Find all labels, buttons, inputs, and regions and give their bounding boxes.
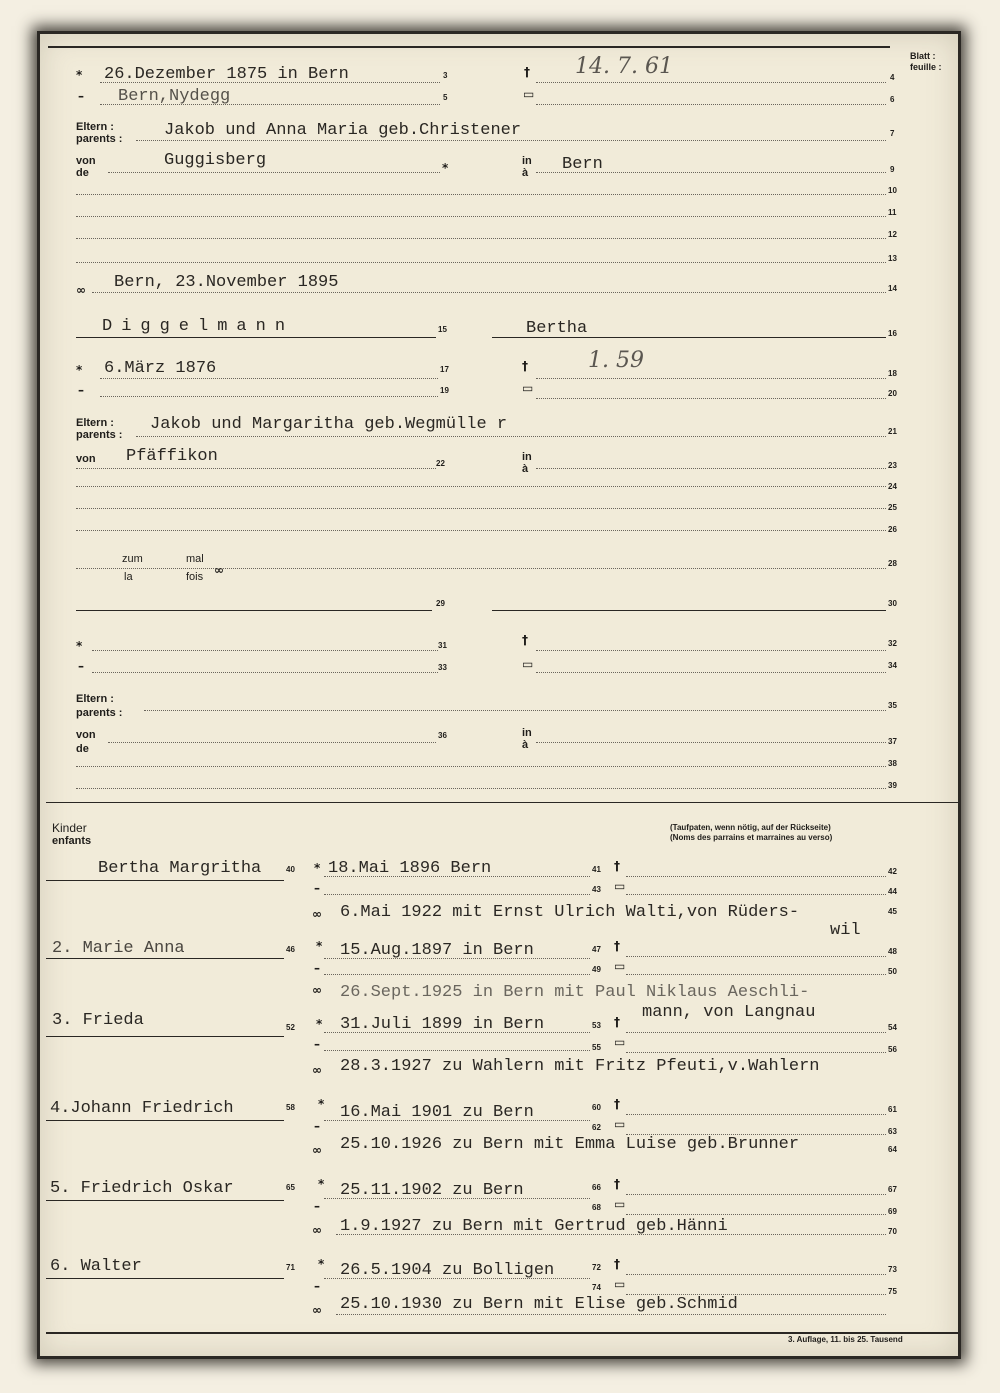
line-number: 36 <box>438 731 447 740</box>
child-1-name: Bertha Margritha <box>98 859 262 878</box>
dotline <box>324 876 590 877</box>
dotline <box>144 710 886 711</box>
line-number: 63 <box>888 1127 897 1136</box>
godparents-note-de: (Taufpaten, wenn nötig, auf der Rückseite) <box>670 823 831 832</box>
child-4-birth: 16.Mai 1901 zu Bern <box>340 1103 534 1122</box>
line-number: 28 <box>888 559 897 568</box>
dotline <box>336 1314 886 1315</box>
line-number: 69 <box>888 1207 897 1216</box>
in-label-de: in <box>522 155 532 167</box>
child-3-marriage: 28.3.1927 zu Wahlern mit Fritz Pfeuti,v.Wahlern <box>340 1057 820 1076</box>
birth-symbol: * <box>76 363 83 377</box>
line-number: 66 <box>592 1183 601 1192</box>
line-number: 72 <box>592 1263 601 1272</box>
child-5-name: 5. Friedrich Oskar <box>50 1179 234 1198</box>
line-number: 31 <box>438 641 447 650</box>
line-number: 10 <box>888 186 897 195</box>
parents-label-fr: parents : <box>76 429 123 441</box>
dash-symbol: – <box>78 659 84 673</box>
dotline <box>76 486 886 487</box>
from-label-de: von <box>76 729 96 741</box>
line-number: 37 <box>888 737 897 746</box>
in-label-fr: à <box>522 463 529 475</box>
line-number: 20 <box>888 389 897 398</box>
line-number: 19 <box>440 386 449 395</box>
line-number: 47 <box>592 945 601 954</box>
from-label-de: von <box>76 453 96 465</box>
line-number: 54 <box>888 1023 897 1032</box>
death-symbol: † <box>614 939 620 953</box>
line-number: 35 <box>888 701 897 710</box>
dotline <box>136 436 886 437</box>
dotline <box>76 530 886 531</box>
burial-symbol: ▭ <box>614 959 626 973</box>
dash-symbol: – <box>314 881 320 895</box>
husband-residence: Bern <box>562 155 603 174</box>
dotline <box>626 1114 886 1115</box>
dotline <box>108 742 436 743</box>
birth-symbol: * <box>318 1257 325 1271</box>
death-symbol: † <box>522 633 528 647</box>
solid-line <box>46 1036 284 1037</box>
wife-firstname: Bertha <box>526 319 588 338</box>
birth-symbol: * <box>314 861 321 875</box>
husband-place: Bern,Nydegg <box>118 87 231 106</box>
edition-note: 3. Auflage, 11. bis 25. Tausend <box>788 1335 903 1344</box>
dotline <box>626 1214 886 1215</box>
dotline <box>76 766 886 767</box>
in-label-de: in <box>522 727 532 739</box>
line-number: 4 <box>890 73 895 82</box>
death-symbol: † <box>614 1015 620 1029</box>
line-number: 55 <box>592 1043 601 1052</box>
marriage-symbol: ∞ <box>312 1223 322 1237</box>
child-2-marriage: 26.Sept.1925 in Bern mit Paul Niklaus Aeschli- <box>340 983 810 1002</box>
line-number: 11 <box>888 208 897 217</box>
husband-origin: Guggisberg <box>164 151 267 170</box>
line-number: 74 <box>592 1283 601 1292</box>
feuille-label: feuille : <box>910 62 942 72</box>
dotline <box>136 140 886 141</box>
dotline <box>536 104 886 105</box>
dotline <box>536 172 886 173</box>
parents-label-fr: parents : <box>76 707 123 719</box>
line-number: 58 <box>286 1103 295 1112</box>
line-number: 3 <box>443 71 448 80</box>
solid-line <box>76 337 436 338</box>
dotline <box>626 894 886 895</box>
dotline <box>324 1278 590 1279</box>
dotline <box>536 742 886 743</box>
birth-symbol: * <box>76 639 83 653</box>
line-number: 60 <box>592 1103 601 1112</box>
line-number: 62 <box>592 1123 601 1132</box>
child-4-marriage: 25.10.1926 zu Bern mit Emma Luise geb.Brunner <box>340 1135 800 1154</box>
line-number: 65 <box>286 1183 295 1192</box>
dotline <box>536 650 886 651</box>
solid-line <box>46 880 284 881</box>
line-number: 17 <box>440 365 449 374</box>
dotline <box>100 82 440 83</box>
solid-line <box>492 610 886 611</box>
dash-symbol: – <box>78 89 84 103</box>
dash-symbol: – <box>78 383 84 397</box>
children-divider <box>46 802 958 803</box>
line-number: 26 <box>888 525 897 534</box>
dash-symbol: – <box>314 961 320 975</box>
line-number: 29 <box>436 599 445 608</box>
death-symbol: † <box>614 1097 620 1111</box>
dotline <box>76 468 436 469</box>
in-label-de: in <box>522 451 532 463</box>
child-1-marriage: 6.Mai 1922 mit Ernst Ulrich Walti,von Rüders- <box>340 903 800 922</box>
dotline <box>626 956 886 957</box>
dash-symbol: – <box>314 1199 320 1213</box>
dotline <box>92 650 438 651</box>
line-number: 30 <box>888 599 897 608</box>
dotline <box>100 104 440 105</box>
dotline <box>76 508 886 509</box>
line-number: 75 <box>888 1287 897 1296</box>
parents-label-de: Eltern : <box>76 417 114 429</box>
parents-label-de: Eltern : <box>76 693 114 705</box>
line-number: 45 <box>888 907 897 916</box>
children-label-fr: enfants <box>52 835 92 847</box>
child-4-name: 4.Johann Friedrich <box>50 1099 234 1118</box>
child-5-marriage: 1.9.1927 zu Bern mit Gertrud geb.Hänni <box>340 1217 728 1236</box>
top-rule <box>48 46 890 48</box>
dotline <box>100 396 438 397</box>
birth-symbol: * <box>316 1017 323 1031</box>
line-number: 61 <box>888 1105 897 1114</box>
dotline <box>92 292 886 293</box>
dotline <box>324 1032 590 1033</box>
line-number: 24 <box>888 482 897 491</box>
solid-line <box>46 958 284 959</box>
wife-surname: Diggelmann <box>102 317 295 336</box>
dash-symbol: – <box>314 1119 320 1133</box>
child-6-birth: 26.5.1904 zu Bolligen <box>340 1261 555 1280</box>
line-number: 56 <box>888 1045 897 1054</box>
burial-symbol: ▭ <box>614 1277 626 1291</box>
line-number: 64 <box>888 1145 897 1154</box>
line-number: 46 <box>286 945 295 954</box>
line-number: 7 <box>890 129 895 138</box>
line-number: 32 <box>888 639 897 648</box>
parents-label-de: Eltern : <box>76 121 114 133</box>
dotline <box>536 468 886 469</box>
line-number: 68 <box>592 1203 601 1212</box>
from-label-de: von <box>76 155 96 167</box>
line-number: 34 <box>888 661 897 670</box>
dotline <box>536 672 886 673</box>
zum-label: zum <box>122 553 143 565</box>
dotline <box>76 262 886 263</box>
marriage-symbol: ∞ <box>312 983 322 997</box>
godparents-note-fr: (Noms des parrains et marraines au verso) <box>670 833 833 842</box>
burial-symbol: ▭ <box>523 87 535 101</box>
line-number: 15 <box>438 325 447 334</box>
dotline <box>76 788 886 789</box>
line-number: 22 <box>436 459 445 468</box>
line-number: 49 <box>592 965 601 974</box>
child-6-name: 6. Walter <box>50 1257 142 1276</box>
dotline <box>626 1032 886 1033</box>
line-number: 33 <box>438 663 447 672</box>
dotline <box>324 1120 590 1121</box>
line-number: 67 <box>888 1185 897 1194</box>
la-label: la <box>124 571 133 583</box>
line-number: 13 <box>888 254 897 263</box>
dotline <box>626 1052 886 1053</box>
child-5-birth: 25.11.1902 zu Bern <box>340 1181 524 1200</box>
birth-symbol: * <box>442 161 449 175</box>
line-number: 53 <box>592 1021 601 1030</box>
dotline <box>626 876 886 877</box>
line-number: 50 <box>888 967 897 976</box>
dash-symbol: – <box>314 1279 320 1293</box>
child-1-marriage-cont: wil <box>830 921 861 940</box>
line-number: 44 <box>888 887 897 896</box>
child-6-marriage: 25.10.1930 zu Bern mit Elise geb.Schmid <box>340 1295 738 1314</box>
dotline <box>536 398 886 399</box>
line-number: 23 <box>888 461 897 470</box>
line-number: 18 <box>888 369 897 378</box>
solid-line <box>46 1278 284 1279</box>
dotline <box>76 238 886 239</box>
death-symbol: † <box>614 1177 620 1191</box>
dotline <box>92 672 438 673</box>
child-1-birth: 18.Mai 1896 Bern <box>328 859 492 878</box>
wife-birth: 6.März 1876 <box>104 359 217 378</box>
dotline <box>536 378 886 379</box>
birth-symbol: * <box>76 68 83 82</box>
death-symbol: † <box>524 65 530 79</box>
wife-origin: Pfäffikon <box>126 447 218 466</box>
child-2-name: 2. Marie Anna <box>52 939 185 958</box>
line-number: 21 <box>888 427 897 436</box>
mal-label: mal <box>186 553 204 565</box>
line-number: 70 <box>888 1227 897 1236</box>
line-number: 38 <box>888 759 897 768</box>
solid-line <box>46 1200 284 1201</box>
dotline <box>324 974 590 975</box>
dotline <box>324 1198 590 1199</box>
marriage-symbol: ∞ <box>312 1143 322 1157</box>
line-number: 42 <box>888 867 897 876</box>
dotline <box>324 1050 590 1051</box>
dotline <box>626 1274 886 1275</box>
marriage-symbol: ∞ <box>312 907 322 921</box>
line-number: 16 <box>888 329 897 338</box>
burial-symbol: ▭ <box>614 1197 626 1211</box>
birth-symbol: * <box>318 1097 325 1111</box>
marriage-symbol: ∞ <box>312 1063 322 1077</box>
bottom-rule <box>46 1332 958 1334</box>
blatt-label: Blatt : <box>910 51 936 61</box>
dotline <box>76 194 886 195</box>
line-number: 6 <box>890 95 895 104</box>
solid-line <box>492 337 886 338</box>
line-number: 14 <box>888 284 897 293</box>
burial-symbol: ▭ <box>522 657 534 671</box>
marriage-symbol: ∞ <box>312 1303 322 1317</box>
family-register-card <box>40 34 958 1356</box>
solid-line <box>46 1120 284 1121</box>
wife-parents: Jakob und Margaritha geb.Wegmülle r <box>150 415 508 434</box>
marriage-symbol: ∞ <box>76 283 86 297</box>
wife-death-handwritten: 1. 59 <box>588 348 644 373</box>
dotline <box>536 82 886 83</box>
child-2-birth: 15.Aug.1897 in Bern <box>340 941 534 960</box>
husband-death-handwritten: 14. 7. 61 <box>575 54 673 79</box>
parents-label-fr: parents : <box>76 133 123 145</box>
dotline <box>626 1194 886 1195</box>
dash-symbol: – <box>314 1037 320 1051</box>
child-3-birth: 31.Juli 1899 in Bern <box>340 1015 545 1034</box>
dotline <box>336 1234 886 1235</box>
burial-symbol: ▭ <box>614 879 626 893</box>
line-number: 52 <box>286 1023 295 1032</box>
death-symbol: † <box>614 859 620 873</box>
line-number: 71 <box>286 1263 295 1272</box>
dotline <box>76 568 886 569</box>
line-number: 25 <box>888 503 897 512</box>
line-number: 41 <box>592 865 601 874</box>
child-2-marriage-cont: mann, von Langnau <box>642 1003 816 1022</box>
dotline <box>100 378 438 379</box>
birth-symbol: * <box>318 1177 325 1191</box>
husband-parents: Jakob und Anna Maria geb.Christener <box>164 121 522 140</box>
in-label-fr: à <box>522 167 529 179</box>
line-number: 39 <box>888 781 897 790</box>
line-number: 43 <box>592 885 601 894</box>
dotline <box>324 958 590 959</box>
children-label-de: Kinder <box>52 821 87 835</box>
death-symbol: † <box>614 1257 620 1271</box>
burial-symbol: ▭ <box>522 381 534 395</box>
from-label-fr: de <box>76 743 89 755</box>
line-number: 48 <box>888 947 897 956</box>
husband-birth: 26.Dezember 1875 in Bern <box>104 65 349 84</box>
child-3-name: 3. Frieda <box>52 1011 144 1030</box>
marriage-symbol: ∞ <box>214 563 224 577</box>
line-number: 40 <box>286 865 295 874</box>
birth-symbol: * <box>316 939 323 953</box>
dotline <box>76 216 886 217</box>
line-number: 73 <box>888 1265 897 1274</box>
dotline <box>108 172 440 173</box>
line-number: 9 <box>890 165 895 174</box>
marriage-text: Bern, 23.November 1895 <box>114 273 339 292</box>
solid-line <box>76 610 432 611</box>
from-label-fr: de <box>76 167 89 179</box>
burial-symbol: ▭ <box>614 1117 626 1131</box>
line-number: 5 <box>443 93 448 102</box>
fois-label: fois <box>186 571 204 583</box>
death-symbol: † <box>522 359 528 373</box>
dotline <box>324 894 590 895</box>
line-number: 12 <box>888 230 897 239</box>
burial-symbol: ▭ <box>614 1035 626 1049</box>
in-label-fr: à <box>522 739 529 751</box>
dotline <box>626 974 886 975</box>
